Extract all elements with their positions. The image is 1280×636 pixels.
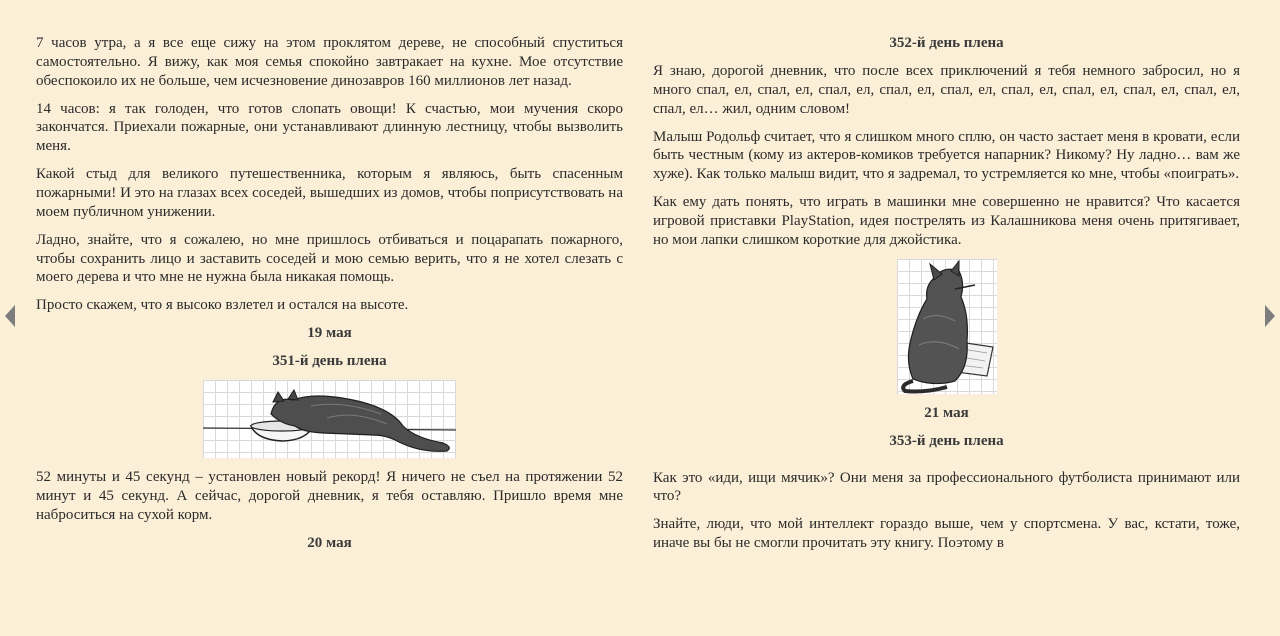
figure-sitting-cat <box>653 259 1240 394</box>
chapter-heading: 353-й день плена <box>889 432 1004 449</box>
left-page <box>36 34 623 562</box>
cat-with-paper-icon <box>897 259 997 394</box>
paragraph: Как ему дать понять, что играть в машинки мне совершенно не нравится? Что касается игровой приставки PlayStation, идея пострелять из Калашникова меня очень притягивает, но мои лапки слишком короткие для джойстика. <box>653 194 1240 248</box>
sitting-cat-illustration <box>897 259 997 394</box>
previous-page-arrow-icon[interactable] <box>5 305 15 327</box>
chapter-heading: 352-й день плена <box>889 35 1004 51</box>
chapter-heading: 351-й день плена <box>272 353 387 370</box>
paragraph: Ладно, знайте, что я сожалею, но мне пришлось отбиваться и поцарапать пожарного, чтобы сохранить лицо и заставить соседей и мою семью верить, что я не хотел слезать с моего дерева и что мне не нужна была никакая помощь. <box>36 231 623 286</box>
paragraph: 14 часов: я так голоден, что готов слопать овощи! К счастью, мои мучения скоро закончатся. Приехали пожарные, они устанавливают длинную лестницу, чтобы вызволить меня. <box>36 100 623 155</box>
right-page <box>653 34 1240 562</box>
paragraph: 52 минуты и 45 секунд – установлен новый рекорд! Я ничего не съел на протяжении 52 минут и 45 секунд. А сейчас, дорогой дневник, я тебя оставляю. Пришло время мне наброситься на сухой корм. <box>36 469 623 523</box>
paragraph: Какой стыд для великого путешественника, которым я являюсь, быть спасенным пожарными! И это на глазах всех соседей, вышедших из домов, чтобы поприсутствовать на моем публичном унижении. <box>36 166 623 220</box>
date-heading: 19 мая <box>307 325 352 342</box>
paragraph: Просто скажем, что я высоко взлетел и остался на высоте. <box>36 297 409 314</box>
next-page-arrow-icon[interactable] <box>1265 305 1275 327</box>
paragraph: Я знаю, дорогой дневник, что после всех приключений я тебя немного забросил, но я много спал, ел, спал, ел, спал, ел, спал, ел, спал, ел, спал, ел, спал, ел, спал, ел, спал, ел, спал, ел… жил, одним словом! <box>653 62 1240 117</box>
sleeping-cat-illustration <box>203 380 456 458</box>
paragraph: Знайте, люди, что мой интеллект гораздо выше, чем у спортсмена. У вас, кстати, тоже, иначе вы бы не смогли прочитать эту книгу. Поэтому в <box>653 516 1240 552</box>
date-heading: 21 мая <box>924 404 969 421</box>
figure-sleeping-cat <box>36 380 623 458</box>
date-heading: 20 мая <box>307 534 352 551</box>
cat-in-bowl-icon <box>203 380 456 458</box>
paragraph: 7 часов утра, а я все еще сижу на этом проклятом дереве, не способный спуститься самостоятельно. Я вижу, как моя семья спокойно завтракает на кухне. Мое отсутствие обеспокоило их не больше, чем исчезновение динозавров 160 миллионов лет назад. <box>36 35 623 89</box>
paragraph: Малыш Родольф считает, что я слишком много сплю, он часто застает меня в кровати, если быть честным (кому из актеров-комиков требуется напарник? Никому? Ну ладно… вам же хуже). Как только малыш видит, что я задремал, то устремляется ко мне, чтобы «поиграть». <box>653 128 1240 183</box>
paragraph: Как это «иди, ищи мячик»? Они меня за профессионального футболиста принимают или что? <box>653 469 1240 505</box>
